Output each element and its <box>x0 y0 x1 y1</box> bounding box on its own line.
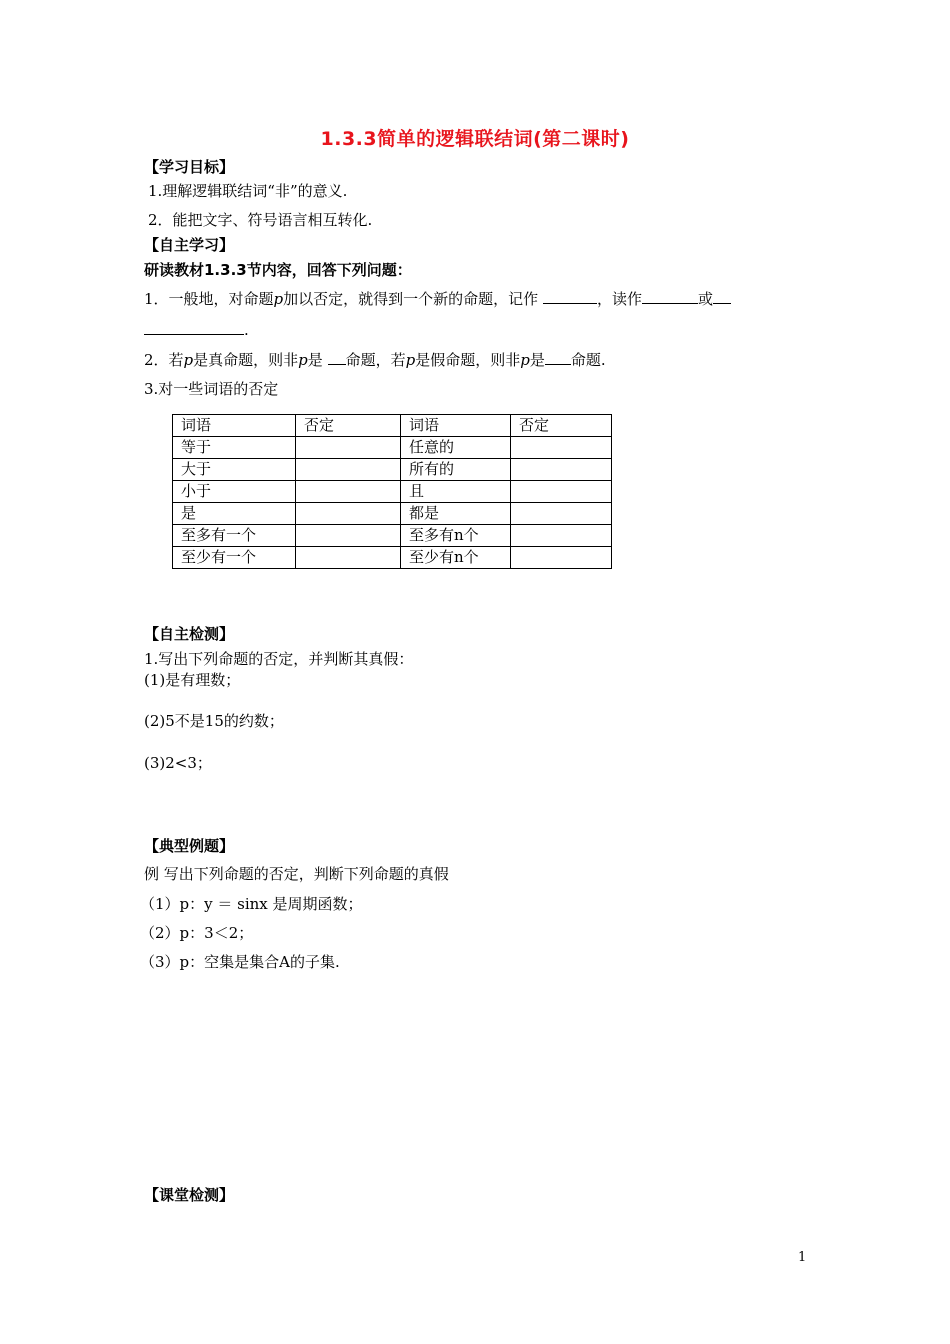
question-1-line <box>144 288 731 309</box>
answer-cell[interactable] <box>296 437 401 459</box>
example-item-1: （1）p：y ＝ sinx 是周期函数； <box>140 895 363 913</box>
table-row <box>173 503 612 525</box>
answer-cell[interactable] <box>511 525 612 547</box>
q2-var-p3: p <box>405 351 416 369</box>
q1-text-b: 加以否定，就得到一个新的命题，记作 <box>283 290 539 308</box>
answer-cell[interactable] <box>296 525 401 547</box>
answer-cell[interactable] <box>511 503 612 525</box>
self-check-item-1: (1)是有理数； <box>144 671 241 689</box>
table-cell: 小于 <box>173 481 296 503</box>
q2-var-p2: p <box>298 351 308 369</box>
answer-cell[interactable] <box>511 437 612 459</box>
examples-header: 【典型例题】 <box>144 837 235 855</box>
table-cell: 至多有n个 <box>401 525 511 547</box>
answer-cell[interactable] <box>296 459 401 481</box>
q1-end: . <box>244 321 249 339</box>
table-header-row <box>173 415 612 437</box>
self-check-item-2: (2)5不是15的约数； <box>144 712 284 730</box>
table-header-cell: 否定 <box>296 415 401 437</box>
self-study-header: 【自主学习】 <box>144 236 235 254</box>
table-row <box>173 437 612 459</box>
table-row <box>173 481 612 503</box>
question-2-line <box>144 349 606 370</box>
q1-alt-reading-blank-b[interactable] <box>144 320 244 335</box>
page-number: 1 <box>798 1250 807 1265</box>
q1-text-c: ，读作 <box>596 290 642 308</box>
table-cell: 是 <box>173 503 296 525</box>
table-cell: 任意的 <box>401 437 511 459</box>
q1-text-d: 或 <box>697 290 713 308</box>
question-1-line-2 <box>144 320 249 339</box>
answer-cell[interactable] <box>296 547 401 569</box>
table-header-cell: 词语 <box>173 415 296 437</box>
self-check-question: 1.写出下列命题的否定，并判断其真假： <box>144 650 414 668</box>
table-header-cell: 词语 <box>401 415 511 437</box>
goal-item-2: 2．能把文字、符号语言相互转化. <box>148 211 373 229</box>
goals-header: 【学习目标】 <box>144 158 235 176</box>
table-cell: 等于 <box>173 437 296 459</box>
table-cell: 大于 <box>173 459 296 481</box>
q2-text-a: 2．若 <box>144 351 184 369</box>
answer-cell[interactable] <box>296 503 401 525</box>
q2-text-d: 命题，若 <box>345 351 406 369</box>
answer-cell[interactable] <box>511 547 612 569</box>
table-row <box>173 547 612 569</box>
table-row <box>173 459 612 481</box>
answer-cell[interactable] <box>296 481 401 503</box>
self-study-intro: 研读教材1.3.3节内容，回答下列问题： <box>144 261 412 279</box>
q2-text-g: 命题. <box>570 351 606 369</box>
class-check-header: 【课堂检测】 <box>144 1186 235 1204</box>
negation-table <box>172 414 612 569</box>
q2-text-e: 是假命题，则非 <box>415 351 521 369</box>
table-row <box>173 525 612 547</box>
q1-text-a: 1．一般地，对命题 <box>144 290 274 308</box>
q2-text-f: 是 <box>529 351 545 369</box>
q2-var-p4: p <box>520 351 530 369</box>
example-item-2: （2）p：3＜2； <box>140 924 254 942</box>
table-cell: 至少有一个 <box>173 547 296 569</box>
q2-blank-2[interactable] <box>545 350 571 365</box>
self-check-item-3: (3)2<3； <box>144 754 212 772</box>
table-cell: 至少有n个 <box>401 547 511 569</box>
q2-text-c: 是 <box>307 351 323 369</box>
q2-var-p1: p <box>183 351 194 369</box>
goal-item-1: 1.理解逻辑联结词“非”的意义. <box>148 182 348 200</box>
question-3: 3.对一些词语的否定 <box>144 380 279 398</box>
example-intro: 例 写出下列命题的否定，判断下列命题的真假 <box>144 865 449 883</box>
page-title: 1.3.3简单的逻辑联结词(第二课时) <box>320 128 630 150</box>
q1-alt-reading-blank-a[interactable] <box>713 289 731 304</box>
q2-text-b: 是真命题，则非 <box>193 351 299 369</box>
q2-blank-1[interactable] <box>328 350 346 365</box>
self-check-header: 【自主检测】 <box>144 625 235 643</box>
table-header-cell: 否定 <box>511 415 612 437</box>
q1-notation-blank[interactable] <box>543 289 597 304</box>
table-cell: 至多有一个 <box>173 525 296 547</box>
answer-cell[interactable] <box>511 481 612 503</box>
example-item-3: （3）p：空集是集合A的子集. <box>140 953 340 971</box>
table-cell: 所有的 <box>401 459 511 481</box>
q1-var-p: p <box>273 290 284 308</box>
table-cell: 且 <box>401 481 511 503</box>
q1-reading-blank[interactable] <box>642 289 698 304</box>
answer-cell[interactable] <box>511 459 612 481</box>
table-cell: 都是 <box>401 503 511 525</box>
